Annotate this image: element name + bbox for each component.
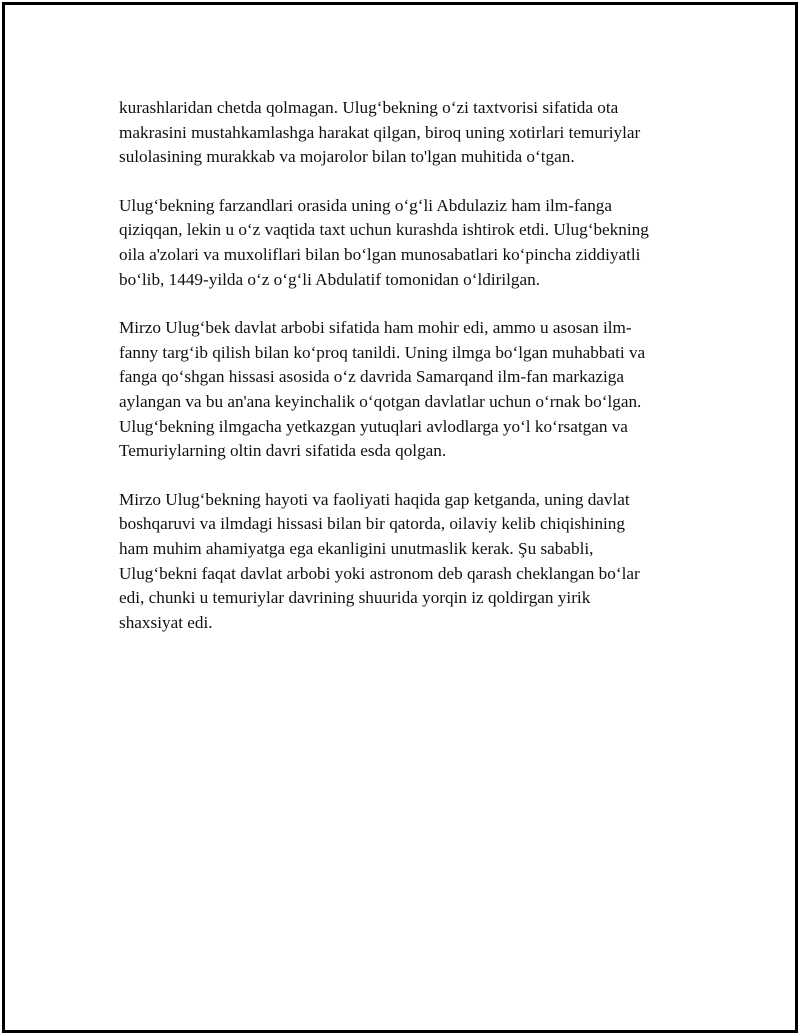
page-frame: [2, 2, 798, 1033]
paragraph-4: Mirzo Ulug‘bekning hayoti va faoliyati haqida gap ketganda, uning davlat boshqaruvi va ilmdagi hissasi bilan bir qatorda, oilaviy kelib chiqishining ham muhim ahamiyatga ega ekanligini unutmaslik kerak. Şu sababli, Ulug‘bekni faqat davlat arbobi yoki astronom deb qarash cheklangan bo‘lar edi, chunki u temuriylar davrining shuurida yorqin iz qoldirgan yirik shaxsiyat edi.: [119, 489, 640, 632]
paragraph-1: kurashlaridan chetda qolmagan. Ulug‘bekning o‘zi taxtvorisi sifatida ota makrasini mustahkamlashga harakat qilgan, biroq uning xotirlari temuriylar sulolasining murakkab va mojarolor bilan to'lgan muhitida o‘tgan.: [119, 98, 641, 167]
document-body: [119, 96, 699, 659]
paragraph-2: Ulug‘bekning farzandlari orasida uning o‘g‘li Abdulaziz ham ilm-fanga qiziqqan, lekin u o‘z vaqtida taxt uchun kurashda ishtirok etdi. Ulug‘bekning oila a'zolari va muxoliflari bilan bo‘lgan munosabatlari ko‘pincha ziddiyatli bo‘lib, 1449-yilda o‘z o‘g‘li Abdulatif tomonidan o‘ldirilgan.: [119, 195, 649, 289]
paragraph-3: Mirzo Ulug‘bek davlat arbobi sifatida ham mohir edi, ammo u asosan ilm- fanny targ‘ib qilish bilan ko‘proq tanildi. Uning ilmga bo‘lgan muhabbati va fanga qo‘shgan hissasi asosida o‘z davrida Samarqand ilm-fan markaziga aylangan va bu an'ana keyinchalik o‘qotgan davlatlar uchun o‘rnak bo‘lgan. Ulug‘bekning ilmgacha yetkazgan yutuqlari avlodlarga yo‘l ko‘rsatgan va Temuriylarning oltin davri sifatida esda qolgan.: [119, 318, 646, 461]
